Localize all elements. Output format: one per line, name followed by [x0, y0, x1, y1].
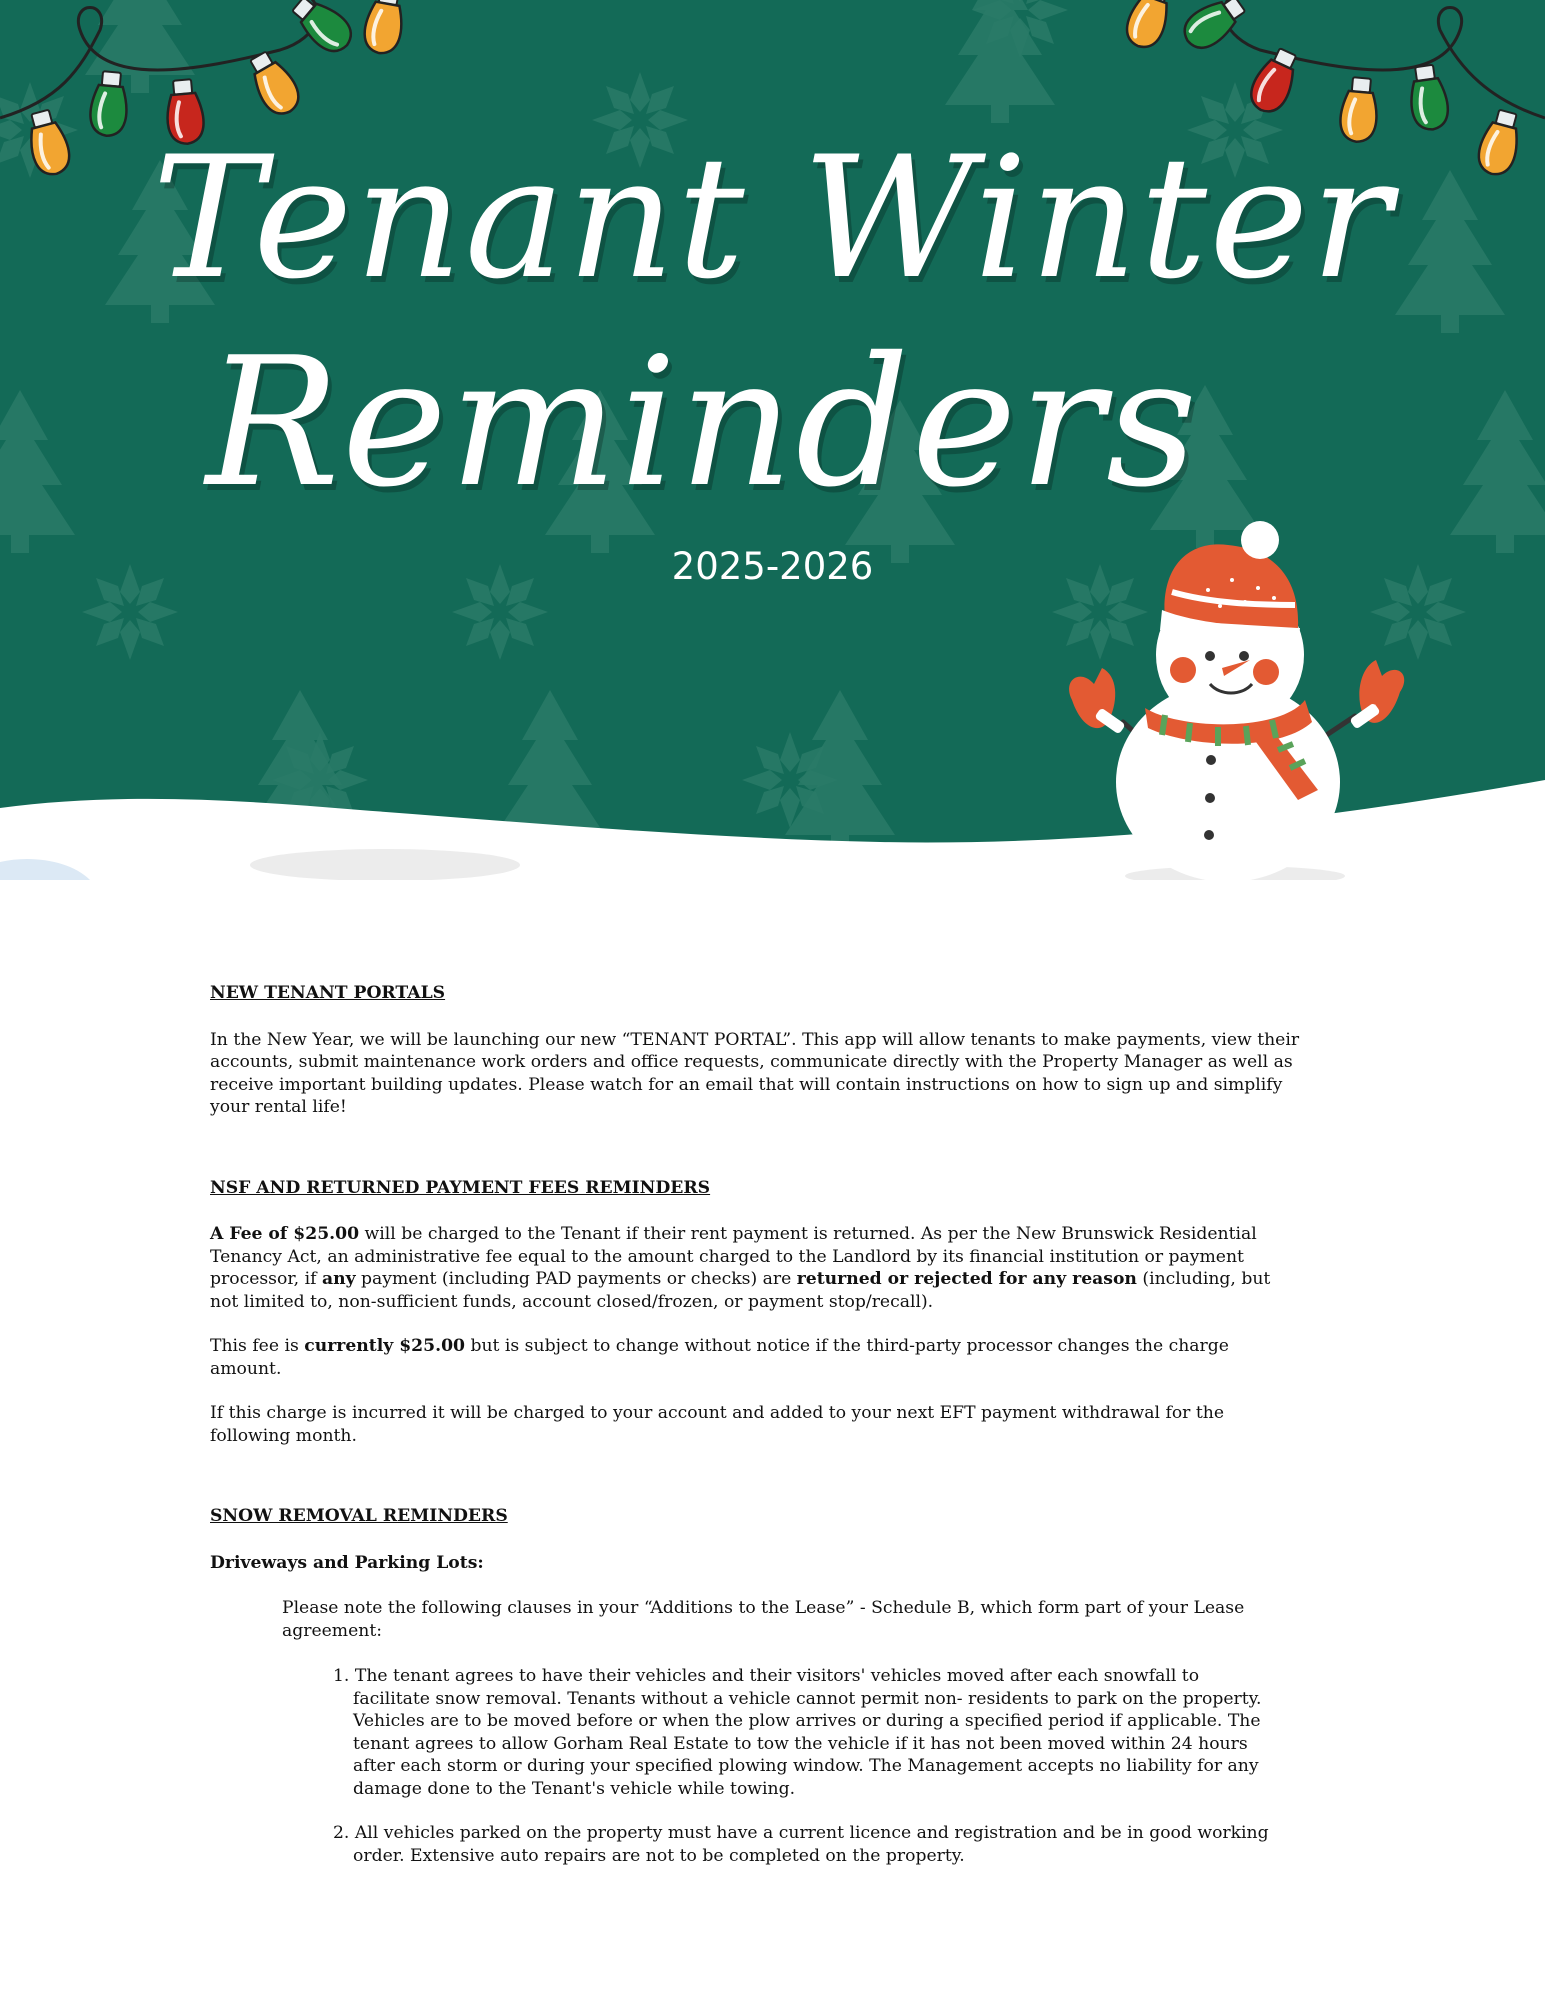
- list-item-text: All vehicles parked on the property must have a current licence and registration and be in good working order. Extensive auto repairs are not to be completed on the property.: [353, 1823, 1269, 1866]
- sub-heading-driveways: Driveways and Parking Lots:: [210, 1552, 484, 1573]
- list-item-number: 2.: [333, 1823, 350, 1843]
- text-span: but is subject to change without notice if the third-party processor changes the charge amount.: [210, 1336, 1229, 1379]
- text-span: (including, but not limited to, non-sufficient funds, account closed/frozen, or payment stop/recall).: [210, 1269, 1271, 1312]
- bold-fee-amount: A Fee of $25.00: [210, 1224, 360, 1244]
- list-item: [210, 1665, 1300, 1800]
- text-span: will be charged to the Tenant if their rent payment is returned. As per the New Brunswick Residential Tenancy Act, an administrative fee equal to the amount charged to the Landlord by its financial institution or payment processor, if: [210, 1224, 1257, 1289]
- section-nsf-fees: [210, 1177, 1300, 1448]
- text-span: payment (including PAD payments or checks) are: [355, 1269, 797, 1289]
- paragraph-nsf-fee-current: [210, 1335, 1300, 1380]
- header-banner: [0, 0, 1545, 880]
- section-heading-snow-removal: SNOW REMOVAL REMINDERS: [210, 1506, 508, 1526]
- banner-title-line-2: Reminders: [205, 319, 1200, 526]
- section-heading-nsf-fees: NSF AND RETURNED PAYMENT FEES REMINDERS: [210, 1177, 711, 1198]
- list-item-number: 1.: [333, 1666, 350, 1686]
- bold-returned-rejected: returned or rejected for any reason: [796, 1269, 1137, 1289]
- bold-current-fee: currently $25.00: [304, 1336, 465, 1356]
- document-body: [210, 982, 1300, 1867]
- paragraph-tenant-portal: In the New Year, we will be launching our new “TENANT PORTAL”. This app will allow tenants to make payments, view their accounts, submit maintenance work orders and office requests, communicate directly with the Property Manager as well as receive important building updates. Please watch for an email that will contain instructions on how to sign up and simplify your rental life!: [210, 1029, 1300, 1117]
- banner-subtitle: 2025-2026: [671, 545, 874, 588]
- section-tenant-portal: [210, 982, 1300, 1119]
- list-item: [210, 1822, 1300, 1867]
- section-heading-tenant-portal: NEW TENANT PORTALS: [210, 983, 446, 1003]
- list-item-text: The tenant agrees to have their vehicles and their visitors' vehicles moved after each snowfall to facilitate snow removal. Tenants without a vehicle cannot permit non- residents to park on the property. Vehicles are to be moved before or when the plow arrives or during a specified period if applicable. The tenant agrees to allow Gorham Real Estate to tow the vehicle if it has not been moved within 24 hours after each storm or during your specified plowing window. The Management accepts no liability for any damage done to the Tenant's vehicle while towing.: [353, 1666, 1262, 1799]
- paragraph-nsf-fee-amount: [210, 1223, 1300, 1313]
- text-span: This fee is: [210, 1336, 305, 1356]
- banner-title-line-1: Tenant Winter: [152, 120, 1393, 316]
- section-snow-removal: [210, 1505, 1300, 1867]
- paragraph-lease-intro: Please note the following clauses in your “Additions to the Lease” - Schedule B, which form part of your Lease agreement:: [282, 1598, 1245, 1641]
- bold-any: any: [321, 1269, 356, 1289]
- paragraph-nsf-fee-charge: If this charge is incurred it will be charged to your account and added to your next EFT payment withdrawal for the following month.: [210, 1403, 1225, 1446]
